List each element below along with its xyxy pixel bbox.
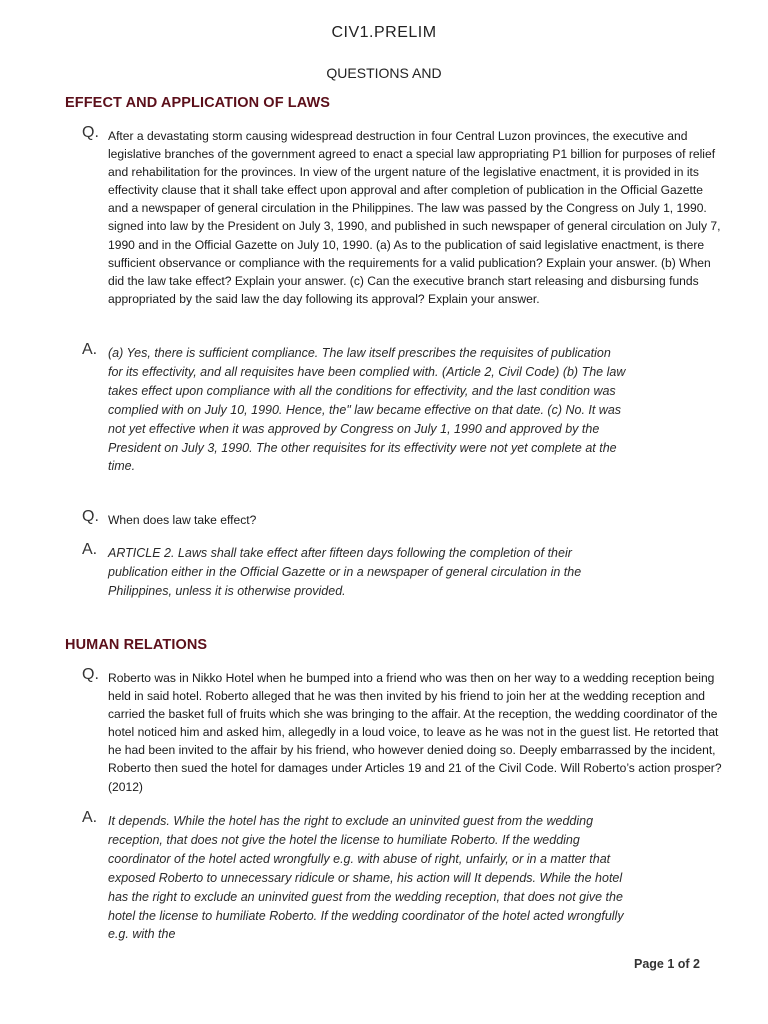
document-subtitle: QUESTIONS AND	[326, 65, 442, 81]
answer-marker: A.	[82, 809, 98, 826]
answer-marker: A.	[82, 341, 98, 358]
question-marker: Q.	[82, 124, 99, 141]
question-marker: Q.	[82, 666, 99, 683]
question-block	[82, 124, 722, 308]
question-block	[82, 666, 722, 796]
answer-marker: A.	[82, 541, 98, 558]
section-heading-effect-of-laws: EFFECT AND APPLICATION OF LAWS	[65, 95, 331, 111]
answer-block	[82, 809, 722, 944]
question-text: After a devastating storm causing widespread destruction in four Central Luzon provinces, the executive and legislative branches of the government agreed to enact a special law appropriating P1 billion for purposes of relief and rehabilitation for the provinces. In view of the urgent nature of the legislative enactment, it is provided in its effectivity clause that it shall take effect upon approval and after completion of publication in the Official Gazette and a newspaper of general circulation in the Philippines. The law was passed by the Congress on July 1, 1990. signed into law by the President on July 3, 1990, and published in such newspaper of general circulation on July 7, 1990 and in the Official Gazette on July 10, 1990. (a) As to the publication of said legislative enactment, is there sufficient observance or compliance with the requirements for a valid publication? Explain your answer. (b) When did the law take effect? Explain your answer. (c) Can the executive branch start releasing and disbursing funds appropriated by the said law the day following its approval? Explain your answer.	[108, 129, 721, 306]
question-marker: Q.	[82, 508, 99, 525]
answer-block	[82, 541, 722, 601]
answer-text: It depends. While the hotel has the right to exclude an uninvited guest from the wedding reception, that does not give the hotel the license to humiliate Roberto. If the wedding coordinator of the hotel acted wrongfully e.g. with abuse of right, unfairly, or in a matter that exposed Roberto to unnecessary ridicule or shame, his action will It depends. While the hotel has the right to exclude an uninvited guest from the wedding reception, that does not give the hotel the license to humiliate Roberto. If the wedding coordinator of the hotel acted wrongfully e.g. with the	[108, 814, 624, 942]
answer-text: (a) Yes, there is sufficient compliance. The law itself prescribes the requisites of publication for its effectivity, and all requisites have been complied with. (Article 2, Civil Code) (b) The law takes effect upon compliance with all the conditions for effectivity, and the last condition was complied with on July 10, 1990. Hence, the" law became effective on that date. (c) No. It was not yet effective when it was approved by Congress on July 1, 1990 and approved by the President on July 3, 1990. The other requisites for its effectivity were not yet complete at the time.	[108, 346, 626, 474]
answer-block	[82, 341, 722, 476]
page-number: Page 1 of 2	[634, 957, 700, 971]
question-text: When does law take effect?	[108, 513, 257, 527]
question-text: Roberto was in Nikko Hotel when he bumped into a friend who was then on her way to a wedding reception being held in said hotel. Roberto alleged that he was then invited by his friend to join her at the wedding reception and carried the basket full of fruits which she was bringing to the affair. At the reception, the wedding coordinator of the hotel noticed him and asked him, allegedly in a loud voice, to leave as he was not in the guest list. He retorted that he had been invited to the affair by his friend, who however denied doing so. Deeply embarrassed by the incident, Roberto then sued the hotel for damages under Articles 19 and 21 of the Civil Code. Will Roberto’s action prosper? (2012)	[108, 671, 722, 794]
answer-text: ARTICLE 2. Laws shall take effect after fifteen days following the completion of their publication either in the Official Gazette or in a newspaper of general circulation in the Philippines, unless it is otherwise provided.	[108, 546, 582, 598]
question-block	[82, 508, 722, 529]
section-heading-human-relations: HUMAN RELATIONS	[65, 637, 208, 653]
document-title: CIV1.PRELIM	[331, 24, 437, 41]
